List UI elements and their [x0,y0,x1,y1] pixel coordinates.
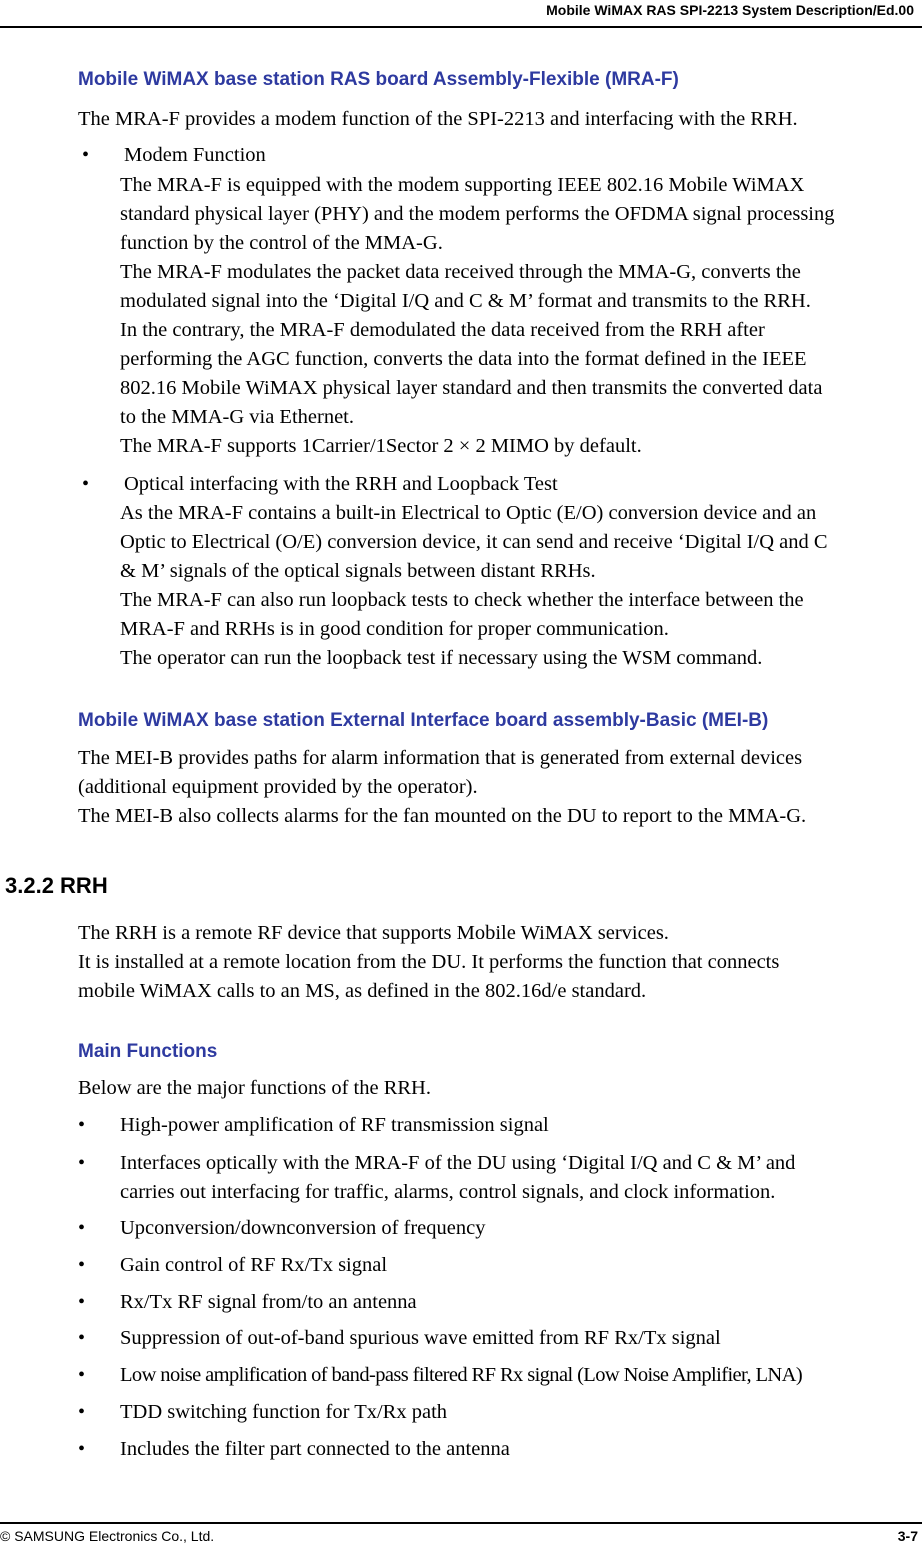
page-header-title: Mobile WiMAX RAS SPI-2213 System Description/Ed.00 [546,2,914,18]
modem-line: The MRA-F modulates the packet data received through the MMA-G, converts the [120,261,801,283]
modem-line: 802.16 Mobile WiMAX physical layer standard and then transmits the converted data [120,377,823,399]
function-item: Suppression of out-of-band spurious wave emitted from RF Rx/Tx signal [120,1327,721,1349]
modem-line: The MRA-F is equipped with the modem supporting IEEE 802.16 Mobile WiMAX [120,174,805,196]
bullet-icon: • [78,1152,86,1174]
bullet-icon: • [82,473,90,495]
bullet-icon: • [78,1364,86,1386]
main-functions-intro: Below are the major functions of the RRH. [78,1077,431,1099]
bullet-icon: • [78,1401,86,1423]
rrh-line: mobile WiMAX calls to an MS, as defined in the 802.16d/e standard. [78,980,647,1002]
modem-line: The MRA-F supports 1Carrier/1Sector 2 × 2 MIMO by default. [120,435,642,457]
modem-line: standard physical layer (PHY) and the modem performs the OFDMA signal processing [120,203,835,225]
function-item: Includes the filter part connected to the antenna [120,1438,510,1460]
mraf-heading: Mobile WiMAX base station RAS board Assembly-Flexible (MRA-F) [78,69,679,90]
optical-line: The operator can run the loopback test if necessary using the WSM command. [120,647,763,669]
meib-heading: Mobile WiMAX base station External Interface board assembly-Basic (MEI-B) [78,710,769,731]
function-item: High-power amplification of RF transmission signal [120,1114,549,1136]
bullet-icon: • [78,1114,86,1136]
rrh-line: The RRH is a remote RF device that supports Mobile WiMAX services. [78,922,669,944]
modem-line: modulated signal into the ‘Digital I/Q and C & M’ format and transmits to the RRH. [120,290,811,312]
bullet-icon: • [78,1217,86,1239]
page-number: 3-7 [897,1528,918,1544]
section-title-rrh: 3.2.2 RRH [5,873,108,898]
meib-line: (additional equipment provided by the operator). [78,776,478,798]
optical-line: As the MRA-F contains a built-in Electrical to Optic (E/O) conversion device and an [120,502,817,524]
function-item: Gain control of RF Rx/Tx signal [120,1254,388,1276]
optical-line: The MRA-F can also run loopback tests to check whether the interface between the [120,589,804,611]
rrh-line: It is installed at a remote location from the DU. It performs the function that connects [78,951,780,973]
optical-line: MRA-F and RRHs is in good condition for proper communication. [120,618,669,640]
function-item: Interfaces optically with the MRA-F of the DU using ‘Digital I/Q and C & M’ and [120,1152,796,1174]
function-item-continuation: carries out interfacing for traffic, alarms, control signals, and clock information. [120,1181,776,1203]
bullet-icon: • [82,144,90,166]
bullet-icon: • [78,1291,86,1313]
function-item: Upconversion/downconversion of frequency [120,1217,486,1239]
bullet-icon: • [78,1327,86,1349]
mraf-intro: The MRA-F provides a modem function of the SPI-2213 and interfacing with the RRH. [78,108,798,130]
meib-line: The MEI-B also collects alarms for the fan mounted on the DU to report to the MMA-G. [78,805,807,827]
modem-line: function by the control of the MMA-G. [120,232,443,254]
footer-copyright: © SAMSUNG Electronics Co., Ltd. [0,1528,215,1544]
optical-interfacing-title: Optical interfacing with the RRH and Loopback Test [124,473,558,495]
function-item: TDD switching function for Tx/Rx path [120,1401,448,1423]
modem-line: In the contrary, the MRA-F demodulated the data received from the RRH after [120,319,765,341]
optical-line: & M’ signals of the optical signals between distant RRHs. [120,560,596,582]
header-divider [0,26,922,28]
modem-line: performing the AGC function, converts the data into the format defined in the IEEE [120,348,807,370]
modem-line: to the MMA-G via Ethernet. [120,406,354,428]
optical-line: Optic to Electrical (O/E) conversion device, it can send and receive ‘Digital I/Q and C [120,531,828,553]
main-functions-heading: Main Functions [78,1041,218,1062]
function-item: Low noise amplification of band-pass filtered RF Rx signal (Low Noise Amplifier, LNA) [120,1364,803,1386]
meib-line: The MEI-B provides paths for alarm information that is generated from external devices [78,747,803,769]
modem-function-title: Modem Function [124,144,266,166]
function-item: Rx/Tx RF signal from/to an antenna [120,1291,417,1313]
bullet-icon: • [78,1254,86,1276]
footer-divider [0,1522,922,1524]
bullet-icon: • [78,1438,86,1460]
